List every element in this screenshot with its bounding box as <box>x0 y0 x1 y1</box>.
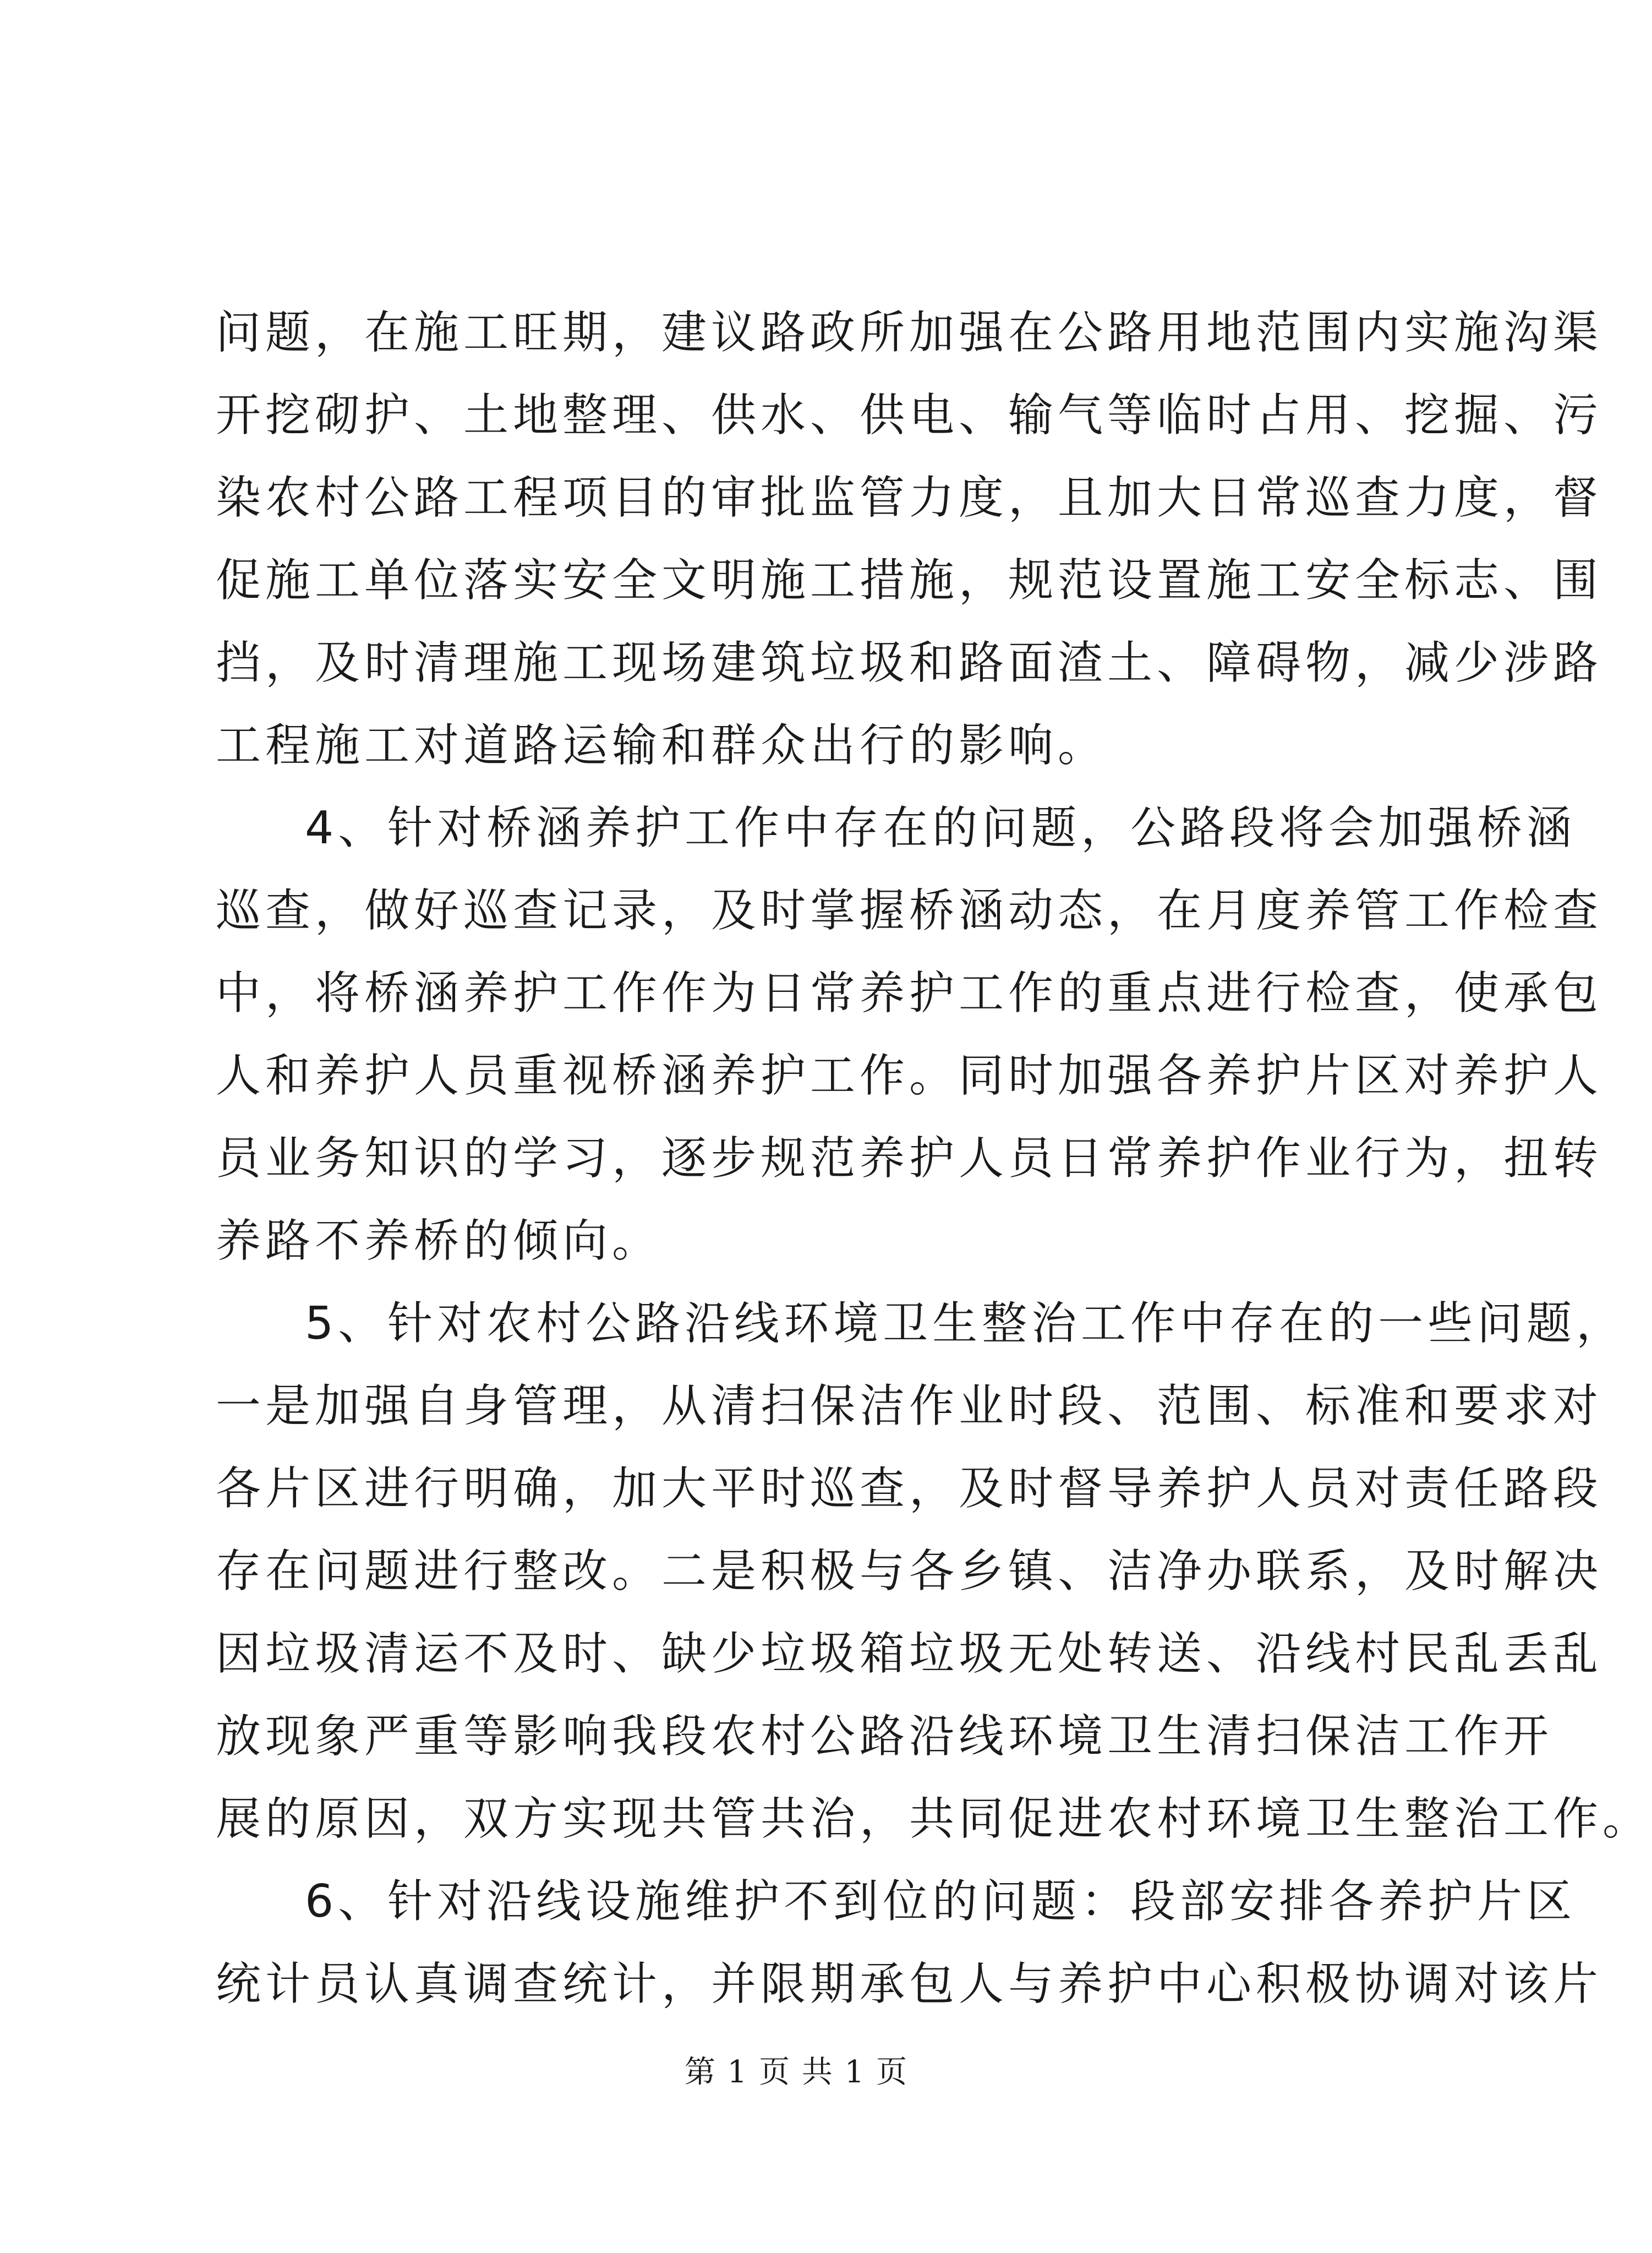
text-line: 问题，在施工旺期，建议路政所加强在公路用地范围内实施沟渠 <box>216 307 1603 359</box>
text-line: 挡，及时清理施工现场建筑垃圾和路面渣土、障碍物，减少涉路 <box>216 637 1603 689</box>
text-line: 因垃圾清运不及时、缺少垃圾箱垃圾无处转送、沿线村民乱丢乱 <box>216 1628 1603 1680</box>
text-line: 人和养护人员重视桥涵养护工作。同时加强各养护片区对养护人 <box>216 1050 1603 1102</box>
text-line: 各片区进行明确，加大平时巡查，及时督导养护人员对责任路段 <box>216 1463 1603 1515</box>
text-line: 中，将桥涵养护工作作为日常养护工作的重点进行检查，使承包 <box>216 967 1603 1019</box>
text-line: 统计员认真调查统计，并限期承包人与养护中心积极协调对该片 <box>216 1958 1603 2010</box>
text-line: 员业务知识的学习，逐步规范养护人员日常养护作业行为，扭转 <box>216 1132 1603 1185</box>
text-line: 存在问题进行整改。二是积极与各乡镇、洁净办联系，及时解决 <box>216 1545 1603 1597</box>
text-line: 一是加强自身管理，从清扫保洁作业时段、范围、标准和要求对 <box>216 1380 1603 1432</box>
text-line: 工程施工对道路运输和群众出行的影响。 <box>216 719 1108 772</box>
text-line: 4、针对桥涵养护工作中存在的问题，公路段将会加强桥涵 <box>305 802 1577 854</box>
text-line: 染农村公路工程项目的审批监管力度，且加大日常巡查力度，督 <box>216 472 1603 524</box>
document-body <box>216 292 1652 2026</box>
text-line: 开挖砌护、土地整理、供水、供电、输气等临时占用、挖掘、污 <box>216 389 1603 441</box>
text-line: 促施工单位落实安全文明施工措施，规范设置施工安全标志、围 <box>216 554 1603 607</box>
text-line: 放现象严重等影响我段农村公路沿线环境卫生清扫保洁工作开 <box>216 1710 1553 1763</box>
text-line: 6、针对沿线设施维护不到位的问题：段部安排各养护片区 <box>305 1875 1577 1928</box>
text-line: 养路不养桥的倾向。 <box>216 1215 662 1267</box>
text-line: 巡查，做好巡查记录，及时掌握桥涵动态，在月度养管工作检查 <box>216 885 1603 937</box>
text-line: 5、针对农村公路沿线环境卫生整治工作中存在的一些问题， <box>305 1297 1626 1350</box>
text-line: 展的原因，双方实现共管共治，共同促进农村环境卫生整治工作。 <box>216 1793 1652 1845</box>
page-footer: 第 1 页 共 1 页 <box>684 2054 909 2090</box>
